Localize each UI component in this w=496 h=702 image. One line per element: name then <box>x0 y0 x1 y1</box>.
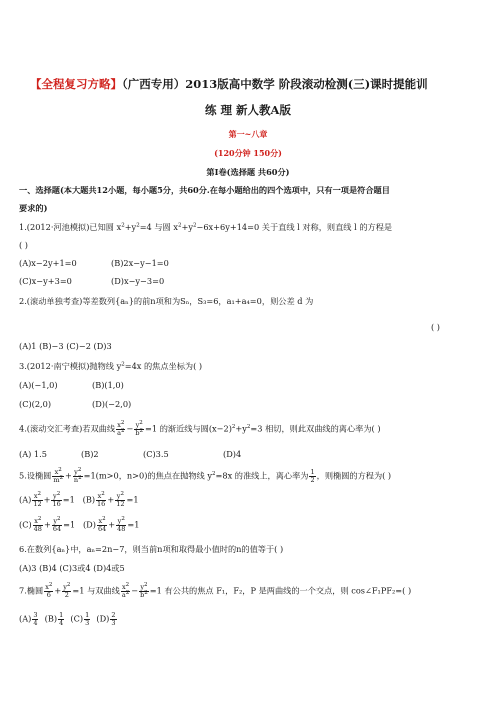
q5-options-cd: (C) $\frac{x^2}{48}$ + $\frac{y^2}{64}$ =1 (D) $\frac{x^2}{64}$ + $\frac{y^2}{48}$ =1 <box>19 515 140 533</box>
q6-options: (A)3 (B)4 (C)3或4 (D)4或5 <box>19 563 125 573</box>
title-tag: 【全程复习方略】 <box>30 77 122 91</box>
q1-options-cd <box>19 276 164 287</box>
q1-stem: 1.(2012·河池模拟)已知圆 $x^2+y^2=4$ 与圆 $x^2+y^2-6x+6y+14=0$ 关于直线 l 对称，则直线 l 的方程是 <box>19 222 393 232</box>
q5-options-ab: (A) $\frac{x^2}{12}$ + $\frac{y^2}{16}$ =1 (B) $\frac{x^2}{16}$ + $\frac{y^2}{12}$ =1 <box>19 490 139 508</box>
q4-options <box>19 449 241 460</box>
q1-option-c: (C)x−y+3=0 <box>19 276 72 286</box>
chapter-range: 第一~八章 <box>228 129 268 139</box>
q3-option-d: (D)(−2,0) <box>92 399 132 409</box>
q2-options: (A)1 (B)−3 (C)−2 (D)3 <box>19 341 112 351</box>
document-title <box>30 77 470 92</box>
section-title: 第Ⅰ卷(选择题 共60分) <box>206 167 290 177</box>
q4-option-b: (B)2 <box>81 449 99 459</box>
q3-options-ab <box>19 380 124 391</box>
q1-options-ab <box>19 258 169 269</box>
q5-stem: 5.设椭圆 $\frac{x^2}{m^2}$ + $\frac{y^2}{n^2}$ =1(m>0，n>0)的焦点在抛物线 $y^2=8x$ 的准线上，离心率为 $\frac{1}{2}$ ，则椭圆的方程为( ) <box>19 466 392 484</box>
time-score: (120分钟 150分) <box>214 148 282 158</box>
q3-option-c: (C)(2,0) <box>19 399 52 409</box>
q7-options: (A) $\frac{3}{4}$ (B) $\frac{1}{4}$ (C) $\frac{1}{3}$ (D) $\frac{2}{3}$ <box>19 611 116 627</box>
q3-option-a: (A)(−1,0) <box>19 380 58 390</box>
q6-stem: 6.在数列{aₙ}中，aₙ=2n−7，则当前n项和取得最小值时的n的值等于( ) <box>19 544 284 554</box>
q3-option-b: (B)(1,0) <box>92 380 124 390</box>
instructions-line-1: 一、选择题(本大题共12小题，每小题5分，共60分.在每小题给出的四个选项中，只有一项是符合题目 <box>19 185 390 195</box>
q2-paren: ( ) <box>431 322 440 332</box>
q7-stem: 7.椭圆 $\frac{x^2}{6}$ + $\frac{y^2}{2}$ =1 与双曲线 $\frac{x^2}{a^2}$ − $\frac{y^2}{b^2}$ =1 有公共的焦点 F₁，F₂，P 是两曲线的一个交点，则 cos∠F₁PF₂=( ) <box>19 581 412 599</box>
q4-option-a: (A) 1.5 <box>19 449 47 459</box>
q1-paren: ( ) <box>19 240 28 250</box>
q4-option-d: (D)4 <box>223 449 242 459</box>
title-line-2: 练 理 新人教A版 <box>205 103 291 117</box>
q1-option-b: (B)2x−y−1=0 <box>111 258 169 268</box>
title-line-1: （广西专用）2013版高中数学 阶段滚动检测(三)课时提能训 <box>122 77 428 91</box>
q4-stem: 4.(滚动交汇考查)若双曲线 $\frac{x^2}{a^2}$ − $\frac{y^2}{b^2}$ =1 的渐近线与圆$(x-2)^2+y^2=3$ 相切，则此双曲线的离心率为( ) <box>19 419 381 437</box>
q1-option-d: (D)x−y−3=0 <box>111 276 165 286</box>
q4-option-c: (C)3.5 <box>143 449 169 459</box>
q1-option-a: (A)x−2y+1=0 <box>19 258 77 268</box>
q3-options-cd <box>19 399 131 410</box>
instructions-line-2: 要求的) <box>19 203 48 213</box>
q3-stem: 3.(2012·南宁模拟)抛物线 $y^2=4x$ 的焦点坐标为( ) <box>19 361 203 371</box>
q2-stem: 2.(滚动单独考查)等差数列{aₙ}的前n项和为Sₙ，S₃=6，a₁+a₄=0，则公差 d 为 <box>19 296 314 306</box>
